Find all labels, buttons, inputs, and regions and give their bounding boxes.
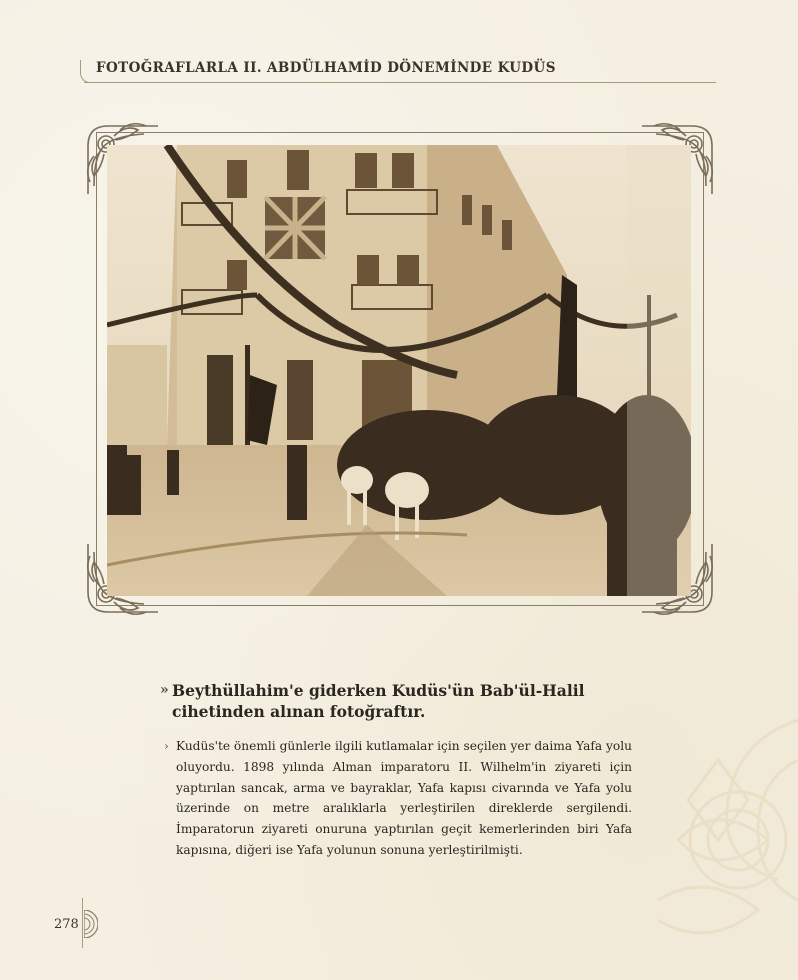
photo-caption bbox=[160, 680, 652, 722]
paragraph-marker-icon: › bbox=[164, 739, 169, 753]
header-curl-ornament bbox=[80, 60, 91, 83]
running-header: FOTOĞRAFLARLA II. ABDÜLHAMİD DÖNEMİNDE KUDÜS bbox=[96, 60, 556, 76]
caption-marker-icon: » bbox=[160, 682, 169, 698]
caption-line-1: Beythüllahim'e giderken Kudüs'ün Bab'ül-Halil bbox=[172, 681, 585, 700]
header-rule bbox=[84, 82, 716, 83]
caption-line-2: cihetinden alınan fotoğraftır. bbox=[172, 702, 426, 721]
arabesque-ornament-icon bbox=[618, 700, 798, 980]
page-number-rule bbox=[82, 898, 83, 948]
body-text: Kudüs'te önemli günlerle ilgili kutlamalar için seçilen yer daima Yafa yolu oluyordu. 1898 yılında Alman imparatoru II. Wilhelm'in ziyareti için yaptırılan sancak, arma ve bayraklar, Yafa kapısı civarında ve Yafa yolu üzerinde on metre aralıklarla yerleştirilen direklerde sergilendi. İmparatorun ziyareti onuruna yaptırılan geçit kemerlerinden biri Yafa kapısına, diğeri ise Yafa yolunun sonuna yerleştirilmişti. bbox=[176, 739, 632, 857]
historical-photograph bbox=[107, 145, 691, 596]
rosette-half-icon bbox=[84, 910, 98, 938]
page-number: 278 bbox=[54, 917, 79, 932]
body-paragraph bbox=[164, 736, 632, 861]
